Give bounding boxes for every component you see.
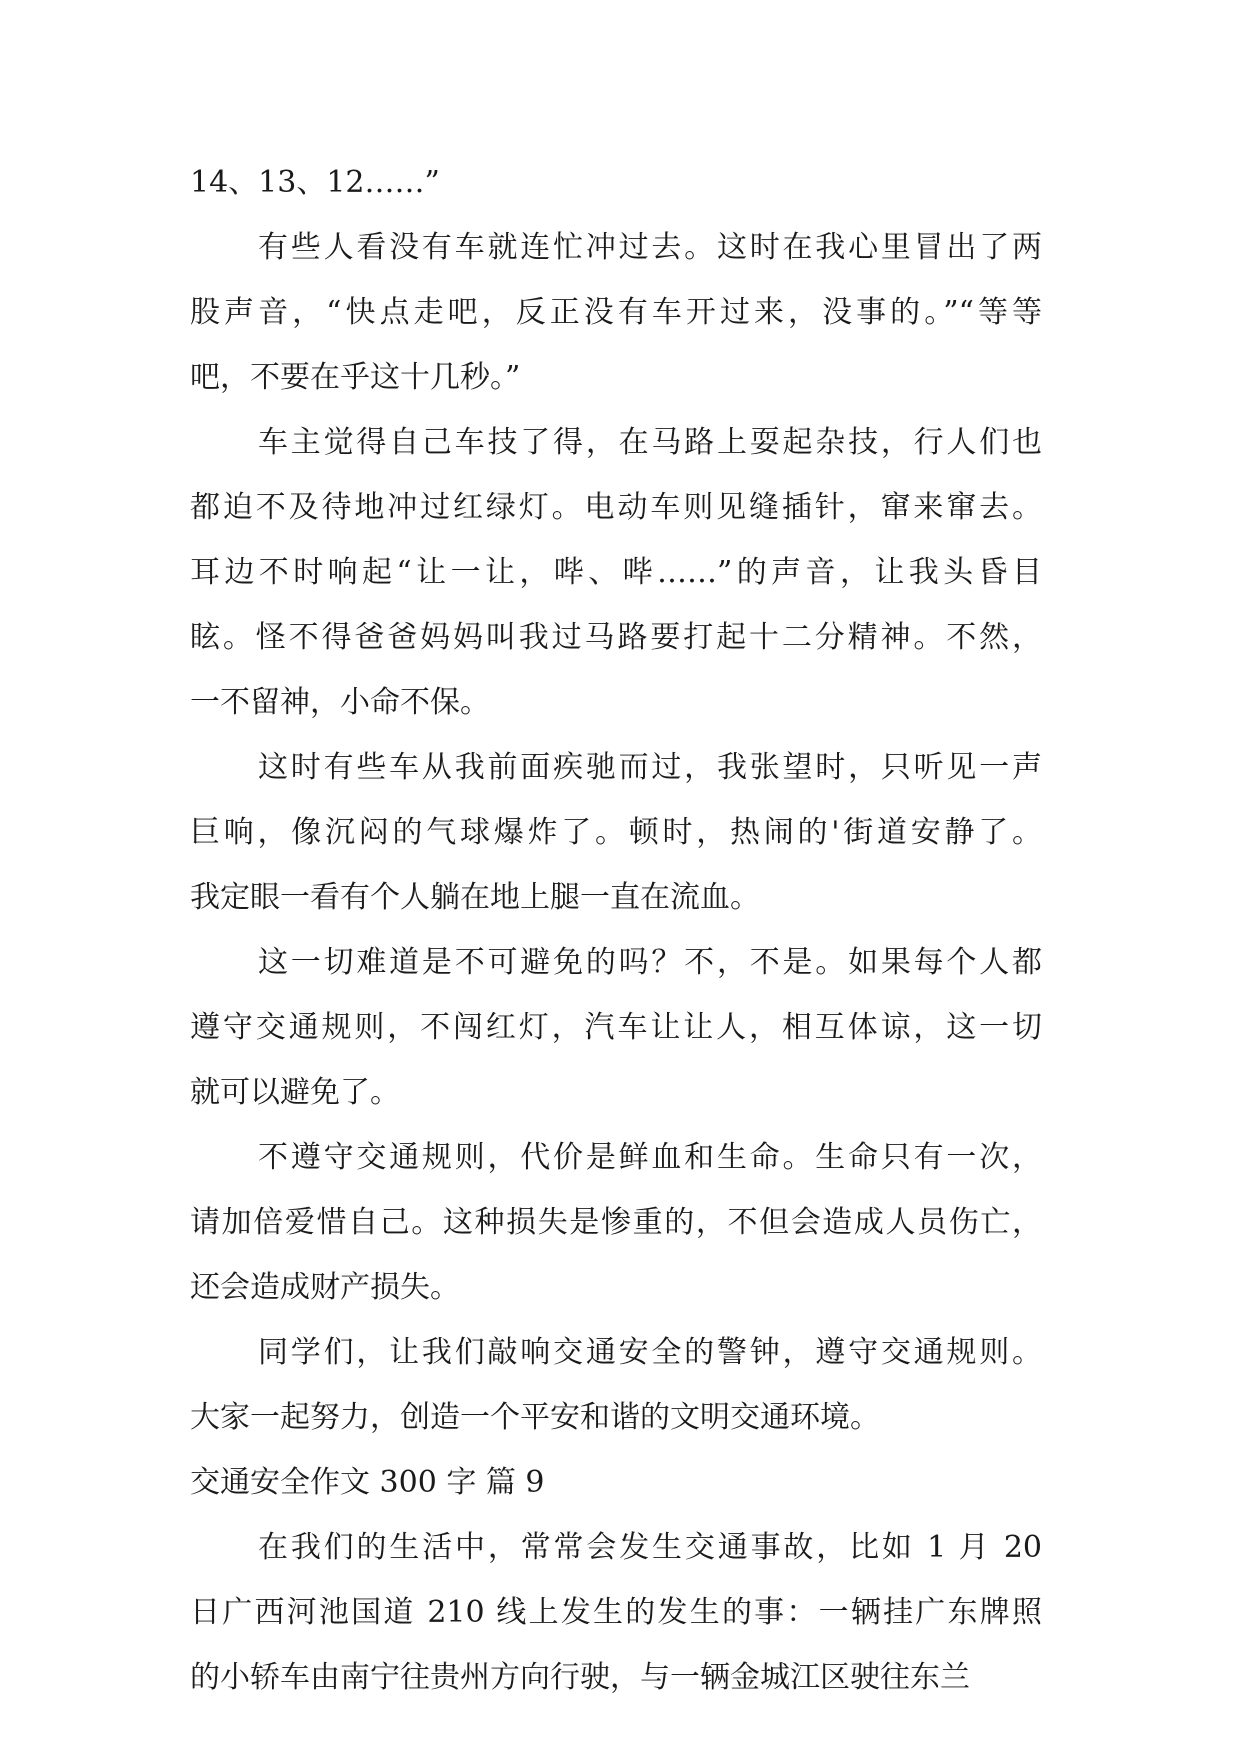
text-line: 吧，不要在乎这十几秒。”	[190, 360, 521, 395]
text-line: 在我们的生活中，常常会发生交通事故，比如 1 月 20	[258, 1530, 1042, 1565]
text-line: 14、13、12……”	[190, 165, 440, 200]
text-line: 的小轿车由南宁往贵州方向行驶，与一辆金城江区驶往东兰	[190, 1660, 970, 1695]
section-heading	[190, 1450, 1042, 1515]
paragraph	[190, 410, 1042, 735]
text-line: 车主觉得自己车技了得，在马路上耍起杂技，行人们也	[258, 425, 1042, 460]
text-line: 有些人看没有车就连忙冲过去。这时在我心里冒出了两	[258, 230, 1042, 265]
text-line: 还会造成财产损失。	[190, 1270, 460, 1305]
text-line: 巨响，像沉闷的气球爆炸了。顿时，热闹的'街道安静了。	[190, 815, 1042, 850]
text-line: 请加倍爱惜自己。这种损失是惨重的，不但会造成人员伤亡，	[190, 1205, 1042, 1240]
text-line: 这时有些车从我前面疾驰而过，我张望时，只听见一声	[258, 750, 1042, 785]
text-line: 不遵守交通规则，代价是鲜血和生命。生命只有一次，	[258, 1140, 1042, 1175]
paragraph	[190, 1515, 1042, 1710]
paragraph	[190, 1320, 1042, 1450]
paragraph	[190, 735, 1042, 930]
text-line: 耳边不时响起“让一让，哔、哔……”的声音，让我头昏目	[190, 555, 1042, 590]
text-line: 股声音，“快点走吧，反正没有车开过来，没事的。”“等等	[190, 295, 1042, 330]
paragraph	[190, 150, 1042, 215]
text-line: 我定眼一看有个人躺在地上腿一直在流血。	[190, 880, 760, 915]
text-line: 眩。怪不得爸爸妈妈叫我过马路要打起十二分精神。不然，	[190, 620, 1042, 655]
document-page	[190, 150, 1042, 1710]
text-line: 就可以避免了。	[190, 1075, 400, 1110]
text-line: 都迫不及待地冲过红绿灯。电动车则见缝插针，窜来窜去。	[190, 490, 1042, 525]
paragraph	[190, 930, 1042, 1125]
text-line: 大家一起努力，创造一个平安和谐的文明交通环境。	[190, 1400, 880, 1435]
text-line: 日广西河池国道 210 线上发生的发生的事：一辆挂广东牌照	[190, 1595, 1042, 1630]
paragraph	[190, 1125, 1042, 1320]
text-line: 这一切难道是不可避免的吗？不，不是。如果每个人都	[258, 945, 1042, 980]
text-line: 一不留神，小命不保。	[190, 685, 490, 720]
paragraph	[190, 215, 1042, 410]
text-line: 遵守交通规则，不闯红灯，汽车让让人，相互体谅，这一切	[190, 1010, 1042, 1045]
heading-line: 交通安全作文 300 字 篇 9	[190, 1465, 545, 1500]
text-line: 同学们，让我们敲响交通安全的警钟，遵守交通规则。	[258, 1335, 1042, 1370]
